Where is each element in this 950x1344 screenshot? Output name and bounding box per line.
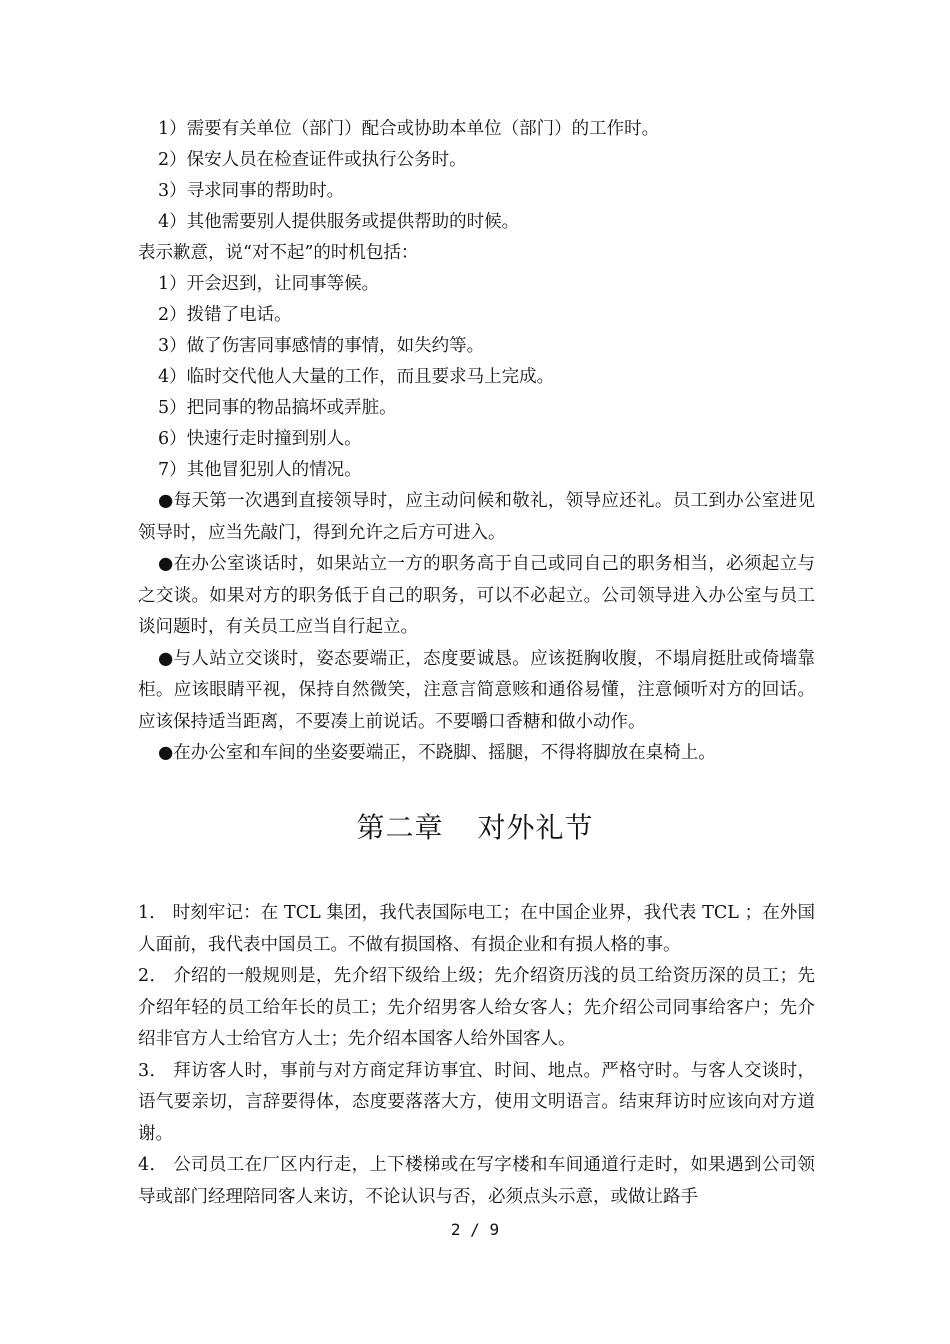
- numbered-paragraph: 4． 公司员工在厂区内行走，上下楼梯或在写字楼和车间通道行走时，如果遇到公司领导或部门经理陪同客人来访，不论认识与否，必须点头示意，或做让路手: [138, 1155, 815, 1207]
- list-item: 6）快速行走时撞到别人。: [158, 429, 362, 449]
- bullet-paragraph: ●与人站立交谈时，姿态要端正，态度要诚恳。应该挺胸收腹，不塌肩挺肚或倚墙靠柜。应该眼睛平视，保持自然微笑，注意言简意赅和通俗易懂，注意倾听对方的回话。应该保持适当距离，不要凑上前说话。不要嚼口香糖和做小动作。: [138, 648, 815, 732]
- apology-heading: 表示歉意，说“对不起”的时机包括：: [138, 243, 419, 263]
- list-item: 1）需要有关单位（部门）配合或协助本单位（部门）的工作时。: [158, 119, 660, 139]
- list-item: 2）拨错了电话。: [158, 305, 292, 325]
- chapter-number: 第二章: [356, 811, 444, 844]
- bullet-paragraph: ●在办公室和车间的坐姿要端正，不跷脚、摇腿，不得将脚放在桌椅上。: [158, 743, 716, 763]
- bullet-paragraph: ●每天第一次遇到直接领导时，应主动问候和敬礼，领导应还礼。员工到办公室进见领导时，应当先敲门，得到允许之后方可进入。: [138, 491, 815, 543]
- list-item: 2）保安人员在检查证件或执行公务时。: [158, 150, 467, 170]
- list-item: 4）临时交代他人大量的工作，而且要求马上完成。: [158, 367, 555, 387]
- list-item: 1）开会迟到，让同事等候。: [158, 274, 380, 294]
- numbered-paragraph: 3． 拜访客人时，事前与对方商定拜访事宜、时间、地点。严格守时。与客人交谈时，语气要亲切，言辞要得体，态度要落落大方，使用文明语言。结束拜访时应该向对方道谢。: [138, 1060, 815, 1144]
- chapter-heading: [0, 806, 950, 846]
- list-item: 5）把同事的物品搞坏或弄脏。: [158, 398, 397, 418]
- section-courtesy-list: [138, 114, 815, 770]
- chapter-title: 对外礼节: [477, 811, 594, 844]
- list-item: 3）做了伤害同事感情的事情，如失约等。: [158, 336, 485, 356]
- bullet-paragraph: ●在办公室谈话时，如果站立一方的职务高于自己或同自己的职务相当，必须起立与之交谈。如果对方的职务低于自己的职务，可以不必起立。公司领导进入办公室与员工谈问题时，有关员工应当自行起立。: [138, 554, 815, 637]
- page-number: 2 / 9: [450, 1220, 500, 1239]
- list-item: 4）其他需要别人提供服务或提供帮助的时候。: [158, 212, 520, 232]
- list-item: 3）寻求同事的帮助时。: [158, 181, 345, 201]
- section-external-etiquette: [138, 898, 815, 1213]
- list-item: 7）其他冒犯别人的情况。: [158, 460, 362, 480]
- numbered-paragraph: 1． 时刻牢记：在 TCL 集团，我代表国际电工；在中国企业界，我代表 TCL ；在外国人面前，我代表中国员工。不做有损国格、有损企业和有损人格的事。: [138, 903, 815, 955]
- numbered-paragraph: 2． 介绍的一般规则是，先介绍下级给上级；先介绍资历浅的员工给资历深的员工；先介绍年轻的员工给年长的员工；先介绍男客人给女客人；先介绍公司同事给客户；先介绍非官方人士给官方人士；先介绍本国客人给外国客人。: [138, 966, 815, 1049]
